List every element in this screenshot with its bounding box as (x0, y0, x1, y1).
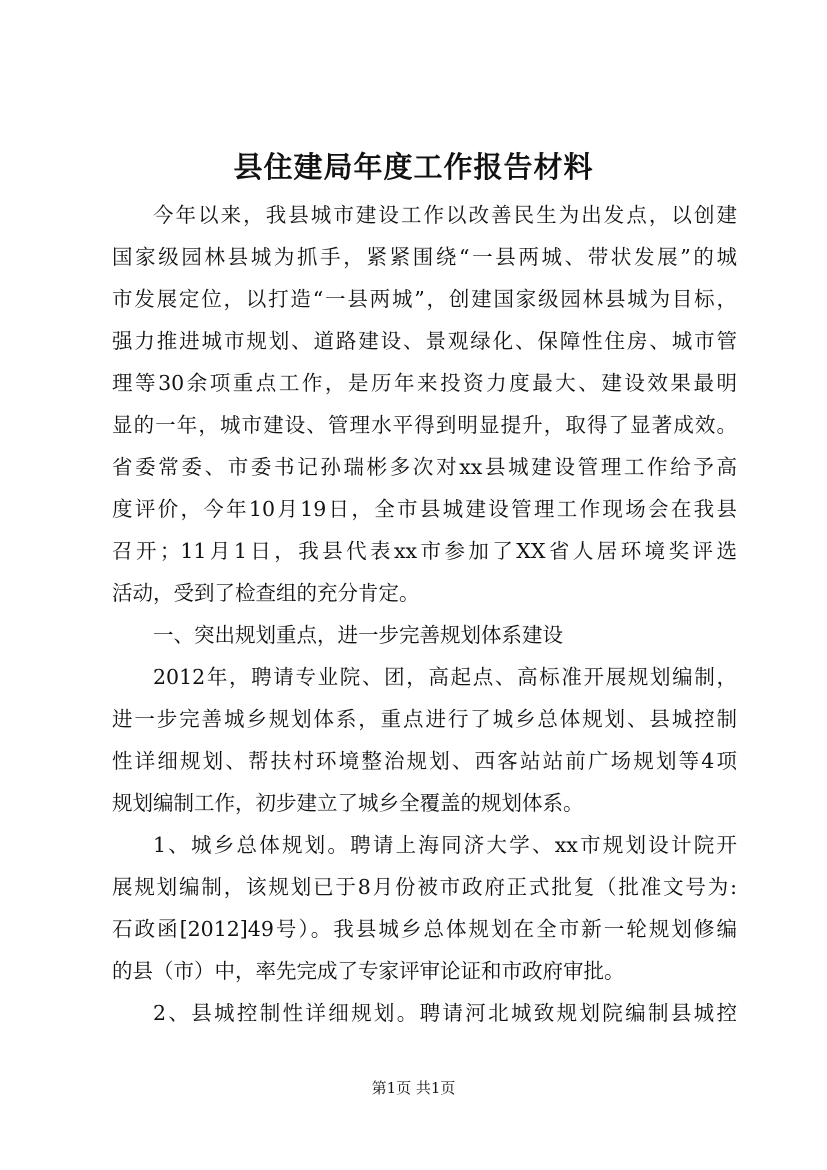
paragraph-line: 显的一年，城市建设、管理水平得到明显提升，取得了显著成效。 (112, 413, 737, 437)
paragraph-line: 国家级园林县城为抓手，紧紧围绕“一县两城、带状发展”的城 (112, 245, 737, 269)
paragraph-line: 石政函[2012]49号）。我县城乡总体规划在全市新一轮规划修编 (112, 917, 737, 941)
paragraph-line: 2、县城控制性详细规划。聘请河北城致规划院编制县城控 (153, 1001, 737, 1025)
paragraph-line: 度评价，今年10月19日，全市县城建设管理工作现场会在我县 (112, 497, 737, 521)
paragraph-line: 进一步完善城乡规划体系，重点进行了城乡总体规划、县城控制 (112, 707, 737, 731)
paragraph-line: 强力推进城市规划、道路建设、景观绿化、保障性住房、城市管 (112, 329, 737, 353)
paragraph-line: 市发展定位，以打造“一县两城”，创建国家级园林县城为目标， (112, 287, 737, 311)
paragraph-line: 活动，受到了检查组的充分肯定。 (112, 581, 420, 605)
paragraph-line: 召开；11月1日，我县代表xx市参加了XX省人居环境奖评选 (112, 539, 737, 563)
paragraph-line: 展规划编制，该规划已于8月份被市政府正式批复（批准文号为: (112, 875, 737, 899)
paragraph-line: 性详细规划、帮扶村环境整治规划、西客站站前广场规划等4项 (112, 749, 737, 773)
paragraph-line: 理等30余项重点工作，是历年来投资力度最大、建设效果最明 (112, 371, 737, 395)
paragraph-line: 的县（市）中，率先完成了专家评审论证和市政府审批。 (112, 959, 625, 983)
paragraph-line: 今年以来，我县城市建设工作以改善民生为出发点，以创建 (153, 203, 737, 227)
document-title: 县住建局年度工作报告材料 (233, 150, 594, 184)
paragraph-line: 1、城乡总体规划。聘请上海同济大学、xx市规划设计院开 (153, 833, 737, 857)
paragraph-line: 省委常委、市委书记孙瑞彬多次对xx县城建设管理工作给予高 (112, 455, 737, 479)
section-heading: 一、突出规划重点，进一步完善规划体系建设 (153, 623, 563, 647)
paragraph-line: 2012年，聘请专业院、团，高起点、高标准开展规划编制， (153, 665, 737, 689)
paragraph-line: 规划编制工作，初步建立了城乡全覆盖的规划体系。 (112, 791, 584, 815)
page-footer: 第1页 共1页 (371, 1079, 456, 1097)
